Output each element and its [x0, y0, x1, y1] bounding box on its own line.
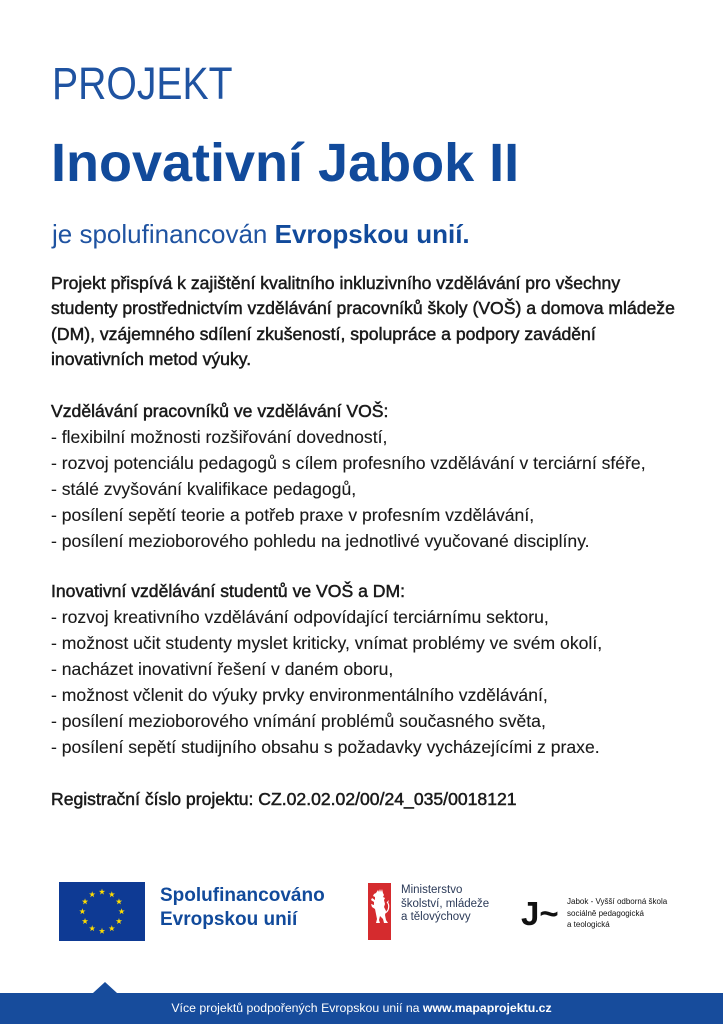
list-item: - posílení sepětí studijního obsahu s požadavky vycházejícími z praxe. — [51, 737, 600, 757]
section-staff-education — [51, 398, 646, 554]
footer-text: Více projektů podpořených Evropskou unií na — [171, 1001, 423, 1015]
intro-line: inovativních metod výuky. — [51, 349, 252, 370]
page-kicker: PROJEKT — [52, 58, 233, 109]
eu-logo-text — [160, 884, 325, 932]
list-item: - možnost včlenit do výuky prvky environmentálního vzdělávání, — [51, 685, 548, 705]
list-item: - posílení mezioborového vnímání problémů současného světa, — [51, 711, 546, 731]
subtitle-prefix: je spolufinancován — [52, 219, 275, 249]
jabok-logo-text — [567, 896, 667, 931]
list-item: - rozvoj kreativního vzdělávání odpovídající terciárnímu sektoru, — [51, 607, 549, 627]
list-item: - stálé zvyšování kvalifikace pedagogů, — [51, 479, 357, 499]
section-student-education — [51, 578, 602, 760]
msmt-logo-line: Ministerstvo — [401, 884, 463, 896]
jabok-logo-line: sociálně pedagogická — [567, 908, 644, 918]
section-heading: Inovativní vzdělávání studentů ve VOŠ a DM: — [51, 581, 406, 601]
jabok-mark-tilde: ~ — [539, 895, 559, 932]
jabok-mark — [521, 897, 559, 930]
msmt-logo-text — [401, 884, 489, 925]
intro-line: Projekt přispívá k zajištění kvalitního inkluzivního vzdělávání pro všechny — [51, 273, 621, 293]
msmt-logo-line: školství, mládeže — [401, 897, 490, 910]
czech-lion-icon — [368, 883, 391, 940]
intro-paragraph — [51, 271, 675, 373]
eu-logo-line: Spolufinancováno — [160, 885, 325, 906]
jabok-logo-line: a teologická — [567, 920, 610, 929]
eu-flag-icon — [59, 882, 145, 941]
msmt-logo-line: a tělovýchovy — [401, 911, 471, 923]
list-item: - posílení mezioborového pohledu na jednotlivé vyučované disciplíny. — [51, 531, 590, 551]
jabok-mark-letter: J — [521, 895, 540, 932]
list-item: - rozvoj potenciálu pedagogů s cílem profesního vzdělávání v terciární sféře, — [51, 453, 646, 473]
footer-notch — [93, 982, 117, 993]
intro-line: studenty prostřednictvím vzdělávání pracovníků školy (VOŠ) a domova mládeže — [51, 298, 675, 319]
intro-line: (DM), vzájemného sdílení zkušeností, spolupráce a podpory zavádění — [51, 323, 596, 344]
subtitle-emphasis: Evropskou unií. — [274, 219, 470, 249]
footer-link[interactable]: www.mapaprojektu.cz — [422, 1001, 552, 1015]
list-item: - flexibilní možnosti rozšiřování dovedností, — [51, 427, 388, 447]
page-title: Inovativní Jabok II — [51, 133, 520, 193]
jabok-logo-line: Jabok - Vyšší odborná škola — [567, 897, 668, 906]
list-item: - možnost učit studenty myslet kriticky, vnímat problémy ve svém okolí, — [51, 633, 603, 653]
footer-bar — [0, 993, 723, 1024]
funding-subtitle — [52, 221, 470, 247]
section-heading: Vzdělávání pracovníků ve vzdělávání VOŠ: — [51, 401, 389, 421]
registration-number: Registrační číslo projektu: CZ.02.02.02/00/24_035/0018121 — [51, 789, 517, 809]
list-item: - posílení sepětí teorie a potřeb praxe v profesním vzdělávání, — [51, 505, 535, 525]
list-item: - nacházet inovativní řešení v daném oboru, — [51, 659, 394, 679]
eu-logo-line: Evropskou unií — [160, 909, 298, 930]
